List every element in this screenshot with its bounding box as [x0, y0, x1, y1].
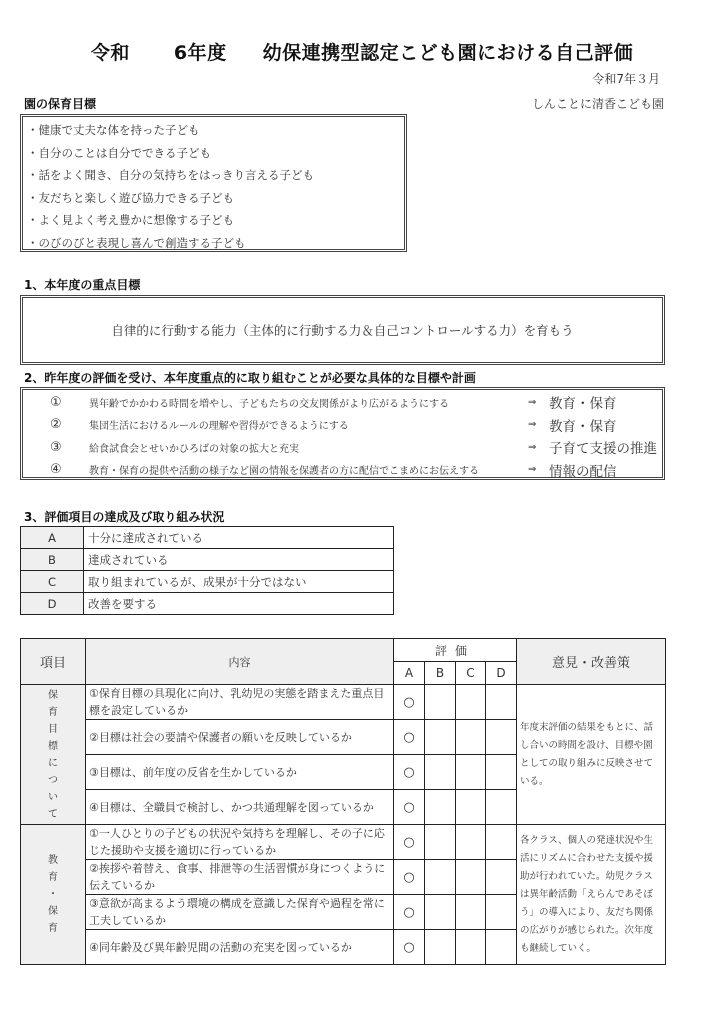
legend-key: B — [21, 549, 84, 571]
grade-cell-a — [394, 790, 425, 825]
category-char: ・ — [48, 889, 58, 900]
grade-cell-b — [425, 755, 456, 790]
plan-row — [23, 436, 662, 459]
circle-mark-icon: ○ — [403, 904, 415, 920]
plan-number: ③ — [50, 439, 62, 455]
goal-item: ・のびのびと表現し喜んで創造する子ども — [27, 235, 246, 250]
category-char: 保 — [48, 906, 58, 917]
header-item: 項目 — [21, 639, 86, 685]
evaluation-content: ④同年齢及び異年齢児間の活動の充実を図っているか — [86, 930, 394, 965]
arrow-icon: ⇒ — [528, 441, 537, 453]
plan-row — [23, 414, 662, 437]
grade-cell-a — [394, 895, 425, 930]
plan-text: 異年齢でかかわる時間を増やし、子どもたちの交友関係がより広がるようにする — [89, 398, 449, 410]
grade-legend-table — [20, 526, 394, 615]
category-cell — [21, 825, 86, 965]
grade-cell-c — [456, 860, 486, 895]
legend-text: 改善を要する — [84, 593, 394, 615]
goal-item: ・友だちと楽しく遊び協力できる子ども — [27, 190, 234, 205]
legend-row — [21, 549, 394, 571]
page-title — [0, 38, 724, 65]
grade-cell-d — [486, 790, 517, 825]
plan-row — [23, 391, 662, 414]
grade-cell-b — [425, 790, 456, 825]
grade-cell-a — [394, 930, 425, 965]
plans-box — [20, 387, 665, 480]
category-char: 育 — [48, 706, 58, 718]
category-char: 標 — [48, 740, 58, 752]
grade-cell-b — [425, 685, 456, 720]
grade-cell-c — [456, 685, 486, 720]
category-char: 目 — [48, 723, 58, 735]
arrow-icon: ⇒ — [528, 396, 537, 408]
evaluation-row — [21, 685, 666, 720]
evaluation-content: ②挨拶や着替え、食事、排泄等の生活習慣が身につくように伝えているか — [86, 860, 394, 895]
evaluation-content: ①保育目標の具現化に向け、乳幼児の実態を踏まえた重点目標を設定しているか — [86, 685, 394, 720]
legend-row — [21, 593, 394, 615]
plan-row — [23, 459, 662, 482]
header-grade-a: A — [394, 662, 425, 685]
plan-number: ④ — [50, 462, 62, 478]
organization-name: しんことに清香こども園 — [531, 97, 664, 111]
grade-cell-a — [394, 860, 425, 895]
evaluation-row — [21, 825, 666, 860]
legend-row — [21, 571, 394, 593]
category-cell — [21, 685, 86, 825]
arrow-icon: ⇒ — [528, 419, 537, 431]
legend-row — [21, 527, 394, 549]
category-char: 教 — [48, 855, 58, 866]
plan-number: ② — [50, 417, 62, 433]
circle-mark-icon: ○ — [403, 869, 415, 885]
legend-key: D — [21, 593, 84, 615]
goal-item: ・よく見よく考え豊かに想像する子ども — [27, 213, 234, 227]
plan-category: 子育て支援の推進 — [549, 441, 657, 458]
grade-cell-d — [486, 930, 517, 965]
circle-mark-icon: ○ — [403, 764, 415, 780]
category-char: 保 — [48, 689, 58, 701]
grade-cell-d — [486, 825, 517, 860]
category-char: つ — [48, 774, 58, 786]
plan-text: 集団生活におけるルールの理解や習得ができるようにする — [89, 421, 349, 433]
section3-heading: 3、評価項目の達成及び取り組み状況 — [24, 510, 225, 524]
evaluation-content: ①一人ひとりの子どもの状況や気持ちを理解し、その子に応じた援助や支援を適切に行っているか — [86, 825, 394, 860]
grade-cell-d — [486, 895, 517, 930]
title-year: 6年度 — [173, 42, 227, 64]
opinion-cell: 年度末評価の結果をもとに、話し合いの時間を設け、目標や園としての取り組みに反映させている。 — [517, 685, 666, 825]
grade-cell-b — [425, 895, 456, 930]
plan-text: 給食試食会とせいかひろばの対象の拡大と充実 — [89, 443, 299, 455]
grade-cell-d — [486, 720, 517, 755]
grade-cell-c — [456, 790, 486, 825]
plan-category: 教育・保育 — [549, 418, 617, 435]
grade-cell-a — [394, 825, 425, 860]
header-content: 内容 — [86, 639, 394, 685]
goal-item: ・話をよく聞き、自分の気持ちをはっきり言える子ども — [27, 168, 315, 182]
plan-category: 教育・保育 — [549, 396, 617, 413]
evaluation-content: ③意欲が高まるよう環境の構成を意識した保育や過程を常に工夫しているか — [86, 895, 394, 930]
document-date: 令和7年３月 — [592, 72, 660, 86]
grade-cell-b — [425, 860, 456, 895]
grade-cell-b — [425, 825, 456, 860]
category-char: に — [48, 757, 58, 769]
goals-label: 園の保育目標 — [24, 97, 97, 111]
circle-mark-icon: ○ — [403, 694, 415, 710]
category-char: 育 — [48, 923, 58, 934]
goal-item: ・健康で丈夫な体を持った子ども — [27, 123, 200, 137]
grade-cell-a — [394, 755, 425, 790]
focus-goal-text: 自律的に行動する能力（主体的に行動する力＆自己コントロールする力）を育もう — [111, 323, 574, 338]
header-grade-b: B — [425, 662, 456, 685]
plan-text: 教育・保育の提供や活動の様子など園の情報を保護者の方に配信でこまめにお伝えする — [89, 466, 479, 478]
arrow-icon: ⇒ — [528, 464, 537, 476]
legend-key: A — [21, 527, 84, 549]
section2-heading: 2、昨年度の評価を受け、本年度重点的に取り組むことが必要な具体的な目標や計画 — [24, 371, 476, 385]
header-grade-d: D — [486, 662, 517, 685]
legend-text: 十分に達成されている — [84, 527, 394, 549]
grade-cell-d — [486, 755, 517, 790]
grade-cell-a — [394, 720, 425, 755]
grade-cell-c — [456, 825, 486, 860]
circle-mark-icon: ○ — [403, 939, 415, 955]
category-char: 育 — [48, 872, 58, 883]
goals-box — [20, 114, 407, 252]
title-era: 令和 — [90, 42, 130, 64]
legend-key: C — [21, 571, 84, 593]
plan-number: ① — [50, 394, 62, 410]
header-grade-c: C — [456, 662, 486, 685]
circle-mark-icon: ○ — [403, 799, 415, 815]
grade-cell-c — [456, 720, 486, 755]
grade-cell-d — [486, 860, 517, 895]
plan-category: 情報の配信 — [549, 463, 617, 480]
grade-cell-d — [486, 685, 517, 720]
category-char: い — [48, 791, 58, 803]
goal-item: ・自分のことは自分でできる子ども — [27, 145, 211, 160]
section1-heading: 1、本年度の重点目標 — [24, 278, 141, 292]
circle-mark-icon: ○ — [403, 729, 415, 745]
legend-text: 取り組まれているが、成果が十分ではない — [84, 571, 394, 593]
grade-cell-c — [456, 755, 486, 790]
grade-cell-b — [425, 930, 456, 965]
opinion-cell: 各クラス、個人の発達状況や生活にリズムに合わせた支援や援助が行われていた。幼児クラスは異年齢活動「えらんであそぼう」の導入により、友だち関係の広がりが感じられた。次年度も継続していく。 — [517, 825, 666, 965]
grade-cell-b — [425, 720, 456, 755]
focus-goal-box — [20, 295, 665, 365]
evaluation-content: ②目標は社会の要請や保護者の願いを反映しているか — [86, 720, 394, 755]
circle-mark-icon: ○ — [403, 834, 415, 850]
evaluation-content: ③目標は、前年度の反省を生かしているか — [86, 755, 394, 790]
header-opinion: 意見・改善策 — [517, 639, 666, 685]
grade-cell-c — [456, 930, 486, 965]
category-char: て — [48, 808, 58, 820]
grade-cell-a — [394, 685, 425, 720]
evaluation-content: ④目標は、全職員で検討し、かつ共通理解を図っているか — [86, 790, 394, 825]
header-evaluation: 評価 — [394, 639, 517, 662]
legend-text: 達成されている — [84, 549, 394, 571]
grade-cell-c — [456, 895, 486, 930]
title-main: 幼保連携型認定こども園における自己評価 — [262, 42, 634, 64]
evaluation-table — [20, 638, 666, 965]
